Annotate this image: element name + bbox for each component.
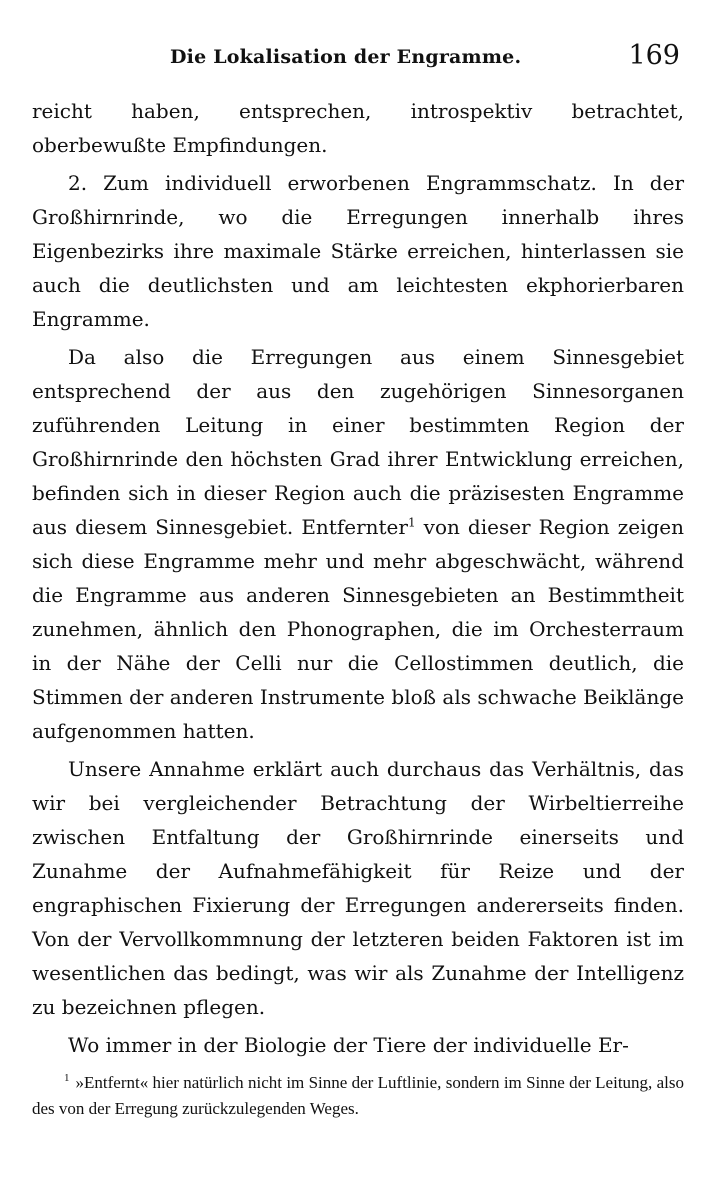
footnote (32, 1070, 684, 1122)
page-number: 169 (628, 40, 680, 71)
footnote-marker: 1 (64, 1072, 70, 1085)
running-title: Die Lokalisation der Engramme. (170, 46, 522, 68)
footnotes (32, 1070, 684, 1122)
paragraph-1: reicht haben, entsprechen, introspektiv betrachtet, oberbewußte Empfindungen. (32, 99, 684, 157)
paragraph-3 (32, 340, 684, 748)
footnote-reference: 1 (407, 515, 416, 530)
paragraph-2: 2. Zum individuell erworbenen Engrammschatz. In der Großhirnrinde, wo die Erregungen innerhalb ihres Eigenbezirks ihre maximale Stärke erreichen, hinterlassen sie auch die deutlichsten und am leichtesten ekphorierbaren Engramme. (32, 171, 684, 331)
paragraph-3-part-2: von dieser Region zeigen sich diese Engramme mehr und mehr abgeschwächt, während die Engramme aus anderen Sinnesgebieten an Bestimmtheit zunehmen, ähnlich den Phonographen, die im Orchesterraum in der Nähe der Celli nur die Cellostimmen deutlich, die Stimmen der anderen Instrumente bloß als schwache Beiklänge aufgenommen hatten. (32, 515, 685, 743)
running-head (32, 40, 684, 84)
book-page (32, 40, 684, 1180)
paragraph-4: Unsere Annahme erklärt auch durchaus das Verhältnis, das wir bei vergleichender Betrachtung der Wirbeltierreihe zwischen Entfaltung der Großhirnrinde einerseits und Zunahme der Aufnahmefähigkeit für Reize und der engraphischen Fixierung der Erregungen andererseits finden. Von der Vervollkommnung der letzteren beiden Faktoren ist im wesentlichen das bedingt, was wir als Zunahme der Intelligenz zu bezeichnen pflegen. (32, 757, 684, 1019)
body-text (32, 94, 684, 1062)
paragraph-5: Wo immer in der Biologie der Tiere der individuelle Er- (68, 1033, 629, 1057)
paragraph-3-part-1: Da also die Erregungen aus einem Sinnesgebiet entsprechend der aus den zugehörigen Sinnesorganen zuführenden Leitung in einer bestimmten Region der Großhirnrinde den höchsten Grad ihrer Entwicklung erreichen, befinden sich in dieser Region auch die präzisesten Engramme aus diesem Sinnesgebiet. Entfernter (32, 345, 684, 539)
footnote-text: »Entfernt« hier natürlich nicht im Sinne der Luftlinie, sondern im Sinne der Leitung, also des von der Erregung zurückzulegenden Weges. (32, 1073, 684, 1118)
